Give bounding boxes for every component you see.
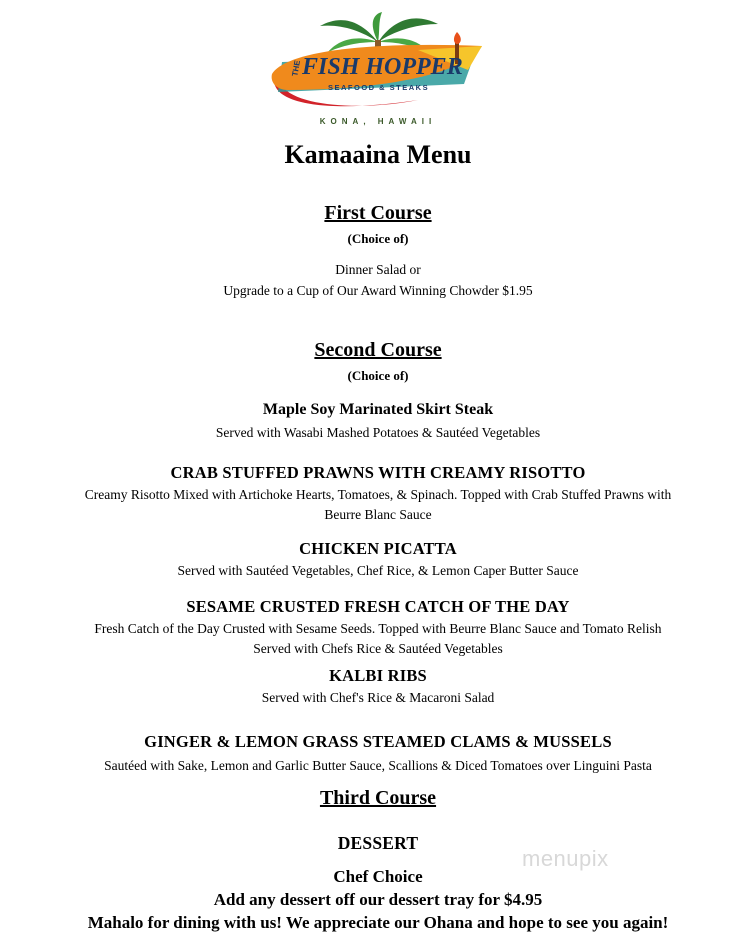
dish-desc: Creamy Risotto Mixed with Artichoke Hearts, Tomatoes, & Spinach. Topped with Crab Stuffed Prawns with: [84, 487, 672, 502]
dish-desc: Served with Sautéed Vegetables, Chef Rice, & Lemon Caper Butter Sauce: [177, 563, 579, 578]
add-dessert-offer: Add any dessert off our dessert tray for $4.95: [213, 890, 543, 909]
chef-choice: Chef Choice: [333, 867, 423, 886]
fish-hopper-logo: [268, 12, 488, 130]
first-course-line: Dinner Salad or: [335, 262, 421, 277]
second-course-heading: Second Course: [314, 339, 442, 361]
dish-desc: Sautéed with Sake, Lemon and Garlic Butter Sauce, Scallions & Diced Tomatoes over Linguini Pasta: [104, 758, 652, 773]
dish-name: SESAME CRUSTED FRESH CATCH OF THE DAY: [186, 597, 570, 616]
second-course-choice: (Choice of): [347, 368, 409, 383]
page-title: Kamaaina Menu: [284, 140, 472, 169]
dish-name: KALBI RIBS: [329, 666, 427, 685]
mahalo-message: Mahalo for dining with us! We appreciate our Ohana and hope to see you again!: [87, 913, 669, 932]
dessert-label: DESSERT: [337, 833, 419, 853]
third-course-heading: Third Course: [319, 787, 437, 809]
dish-desc: Fresh Catch of the Day Crusted with Sesame Seeds. Topped with Beurre Blanc Sauce and Tomato Relish: [94, 621, 662, 636]
dish-name: Maple Soy Marinated Skirt Steak: [262, 401, 494, 418]
logo-name-text: FISH HOPPER: [302, 54, 463, 80]
dish-desc: Served with Chef's Rice & Macaroni Salad: [261, 690, 495, 705]
dish-desc: Served with Chefs Rice & Sautéed Vegetables: [253, 641, 503, 656]
dish-name: CHICKEN PICATTA: [299, 539, 457, 558]
dish-name: GINGER & LEMON GRASS STEAMED CLAMS & MUSSELS: [144, 732, 612, 751]
dish-desc: Served with Wasabi Mashed Potatoes & Sautéed Vegetables: [215, 425, 541, 440]
first-course-heading: First Course: [324, 202, 432, 224]
menupix-watermark: menupix: [522, 846, 609, 871]
dish-desc: Beurre Blanc Sauce: [324, 507, 432, 522]
dish-name: CRAB STUFFED PRAWNS WITH CREAMY RISOTTO: [170, 463, 586, 482]
first-course-choice: (Choice of): [347, 231, 409, 246]
logo-tagline-text: SEAFOOD & STEAKS: [328, 83, 430, 92]
first-course-line: Upgrade to a Cup of Our Award Winning Chowder $1.95: [223, 283, 533, 298]
logo-location: KONA, HAWAII: [319, 117, 437, 126]
logo-the-text: THE: [290, 59, 302, 77]
